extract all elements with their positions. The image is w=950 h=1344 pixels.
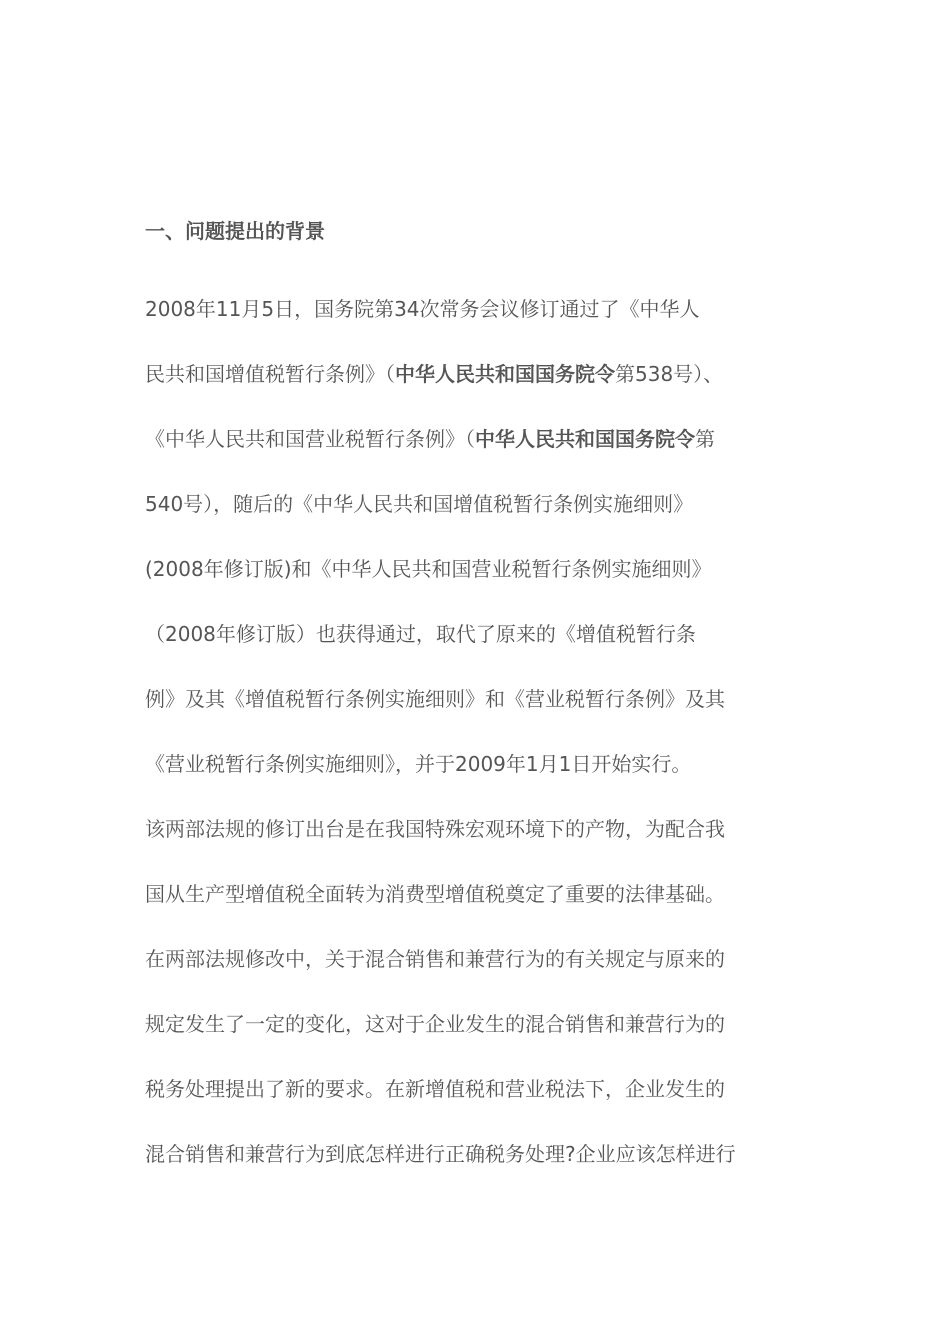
text-run: 该两部法规的修订出台是在我国特殊宏观环境下的产物，为配合我 bbox=[145, 817, 725, 841]
text-run: （2008年修订版）也获得通过，取代了原来的《增值税暂行条 bbox=[145, 622, 696, 646]
bold-text: 中华人民共和国国务院令 bbox=[475, 427, 695, 451]
paragraph-line bbox=[145, 551, 825, 616]
paragraph-line bbox=[145, 421, 825, 486]
text-run: 民共和国增值税暂行条例》（ bbox=[145, 362, 395, 386]
text-run: 第538号）、 bbox=[615, 362, 724, 386]
section-heading: 一、问题提出的背景 bbox=[145, 219, 325, 243]
paragraph-line bbox=[145, 1071, 825, 1136]
paragraph-line bbox=[145, 941, 825, 1006]
text-run: 《营业税暂行条例实施细则》，并于2009年1月1日开始实行。 bbox=[145, 752, 692, 776]
paragraph-line bbox=[145, 876, 825, 941]
text-run: 混合销售和兼营行为到底怎样进行正确税务处理?企业应该怎样进行 bbox=[145, 1142, 736, 1166]
paragraph-line bbox=[145, 1136, 825, 1201]
paragraph-line bbox=[145, 681, 825, 746]
paragraph-line bbox=[145, 616, 825, 681]
text-run: 国从生产型增值税全面转为消费型增值税奠定了重要的法律基础。 bbox=[145, 882, 725, 906]
text-run: 2008年11月5日，国务院第34次常务会议修订通过了《中华人 bbox=[145, 297, 700, 321]
paragraph-line bbox=[145, 1006, 825, 1071]
text-run: 规定发生了一定的变化，这对于企业发生的混合销售和兼营行为的 bbox=[145, 1012, 725, 1036]
body-paragraph bbox=[145, 291, 825, 1201]
paragraph-line bbox=[145, 356, 825, 421]
paragraph-line bbox=[145, 291, 825, 356]
text-run: 《中华人民共和国营业税暂行条例》（ bbox=[145, 427, 475, 451]
paragraph-line bbox=[145, 486, 825, 551]
text-run: 540号），随后的《中华人民共和国增值税暂行条例实施细则》 bbox=[145, 492, 694, 516]
text-run: 税务处理提出了新的要求。在新增值税和营业税法下，企业发生的 bbox=[145, 1077, 725, 1101]
text-run: 例》及其《增值税暂行条例实施细则》和《营业税暂行条例》及其 bbox=[145, 687, 725, 711]
text-run: 在两部法规修改中，关于混合销售和兼营行为的有关规定与原来的 bbox=[145, 947, 725, 971]
paragraph-line bbox=[145, 811, 825, 876]
paragraph-line bbox=[145, 746, 825, 811]
text-run: (2008年修订版)和《中华人民共和国营业税暂行条例实施细则》 bbox=[145, 557, 712, 581]
bold-text: 中华人民共和国国务院令 bbox=[395, 362, 615, 386]
text-run: 第 bbox=[695, 427, 715, 451]
